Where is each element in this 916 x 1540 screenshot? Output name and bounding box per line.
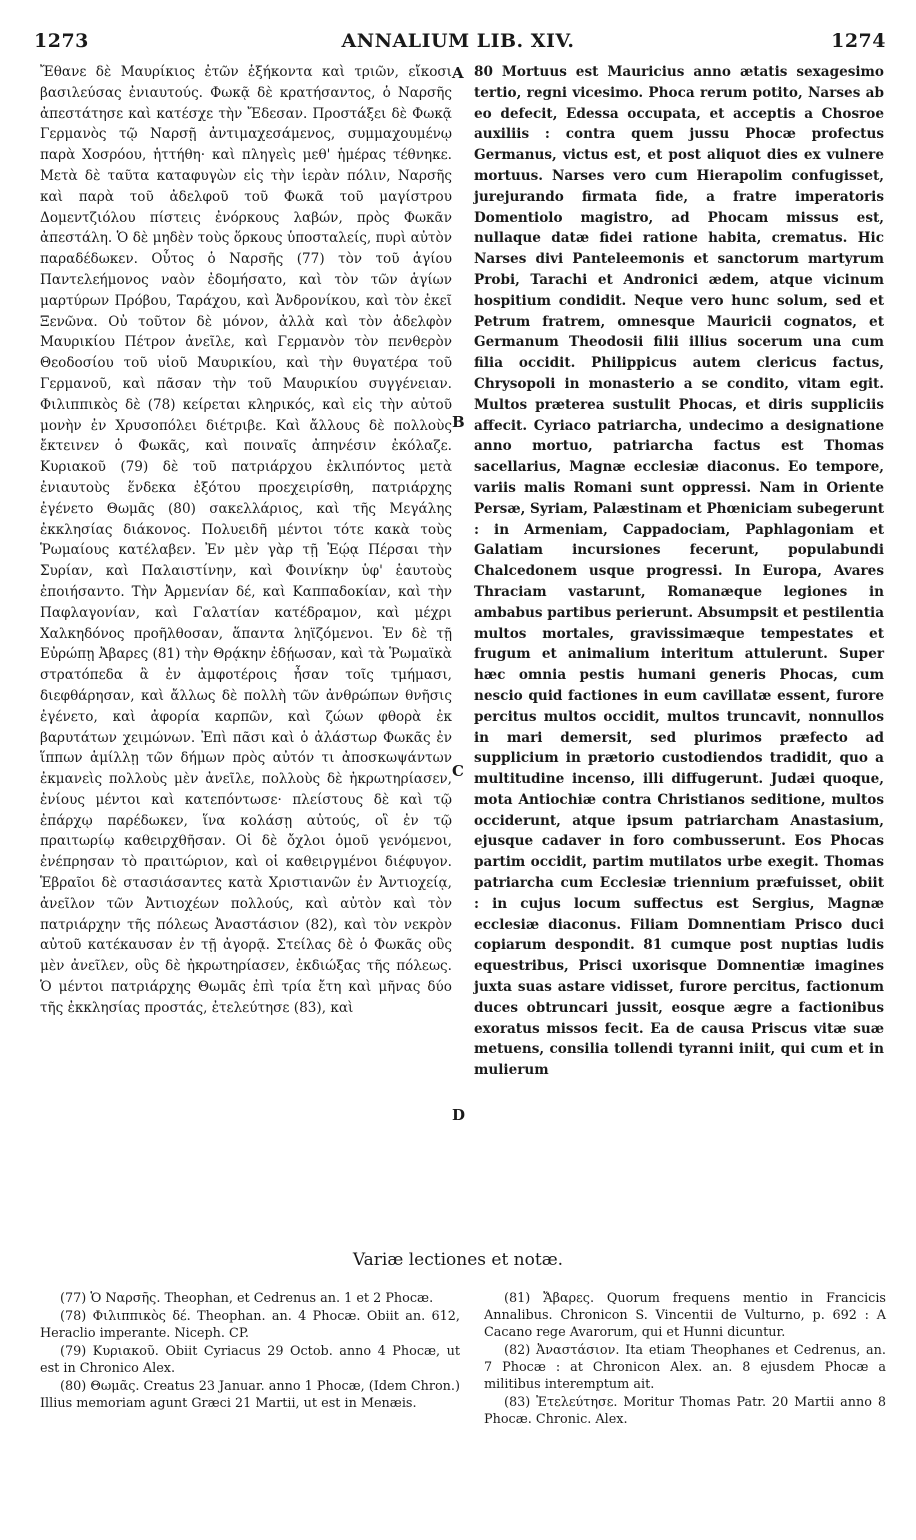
note-79: (79) Κυριακοῦ. Obiit Cyriacus 29 Octob. anno 4 Phocæ, ut est in Chronico Alex.	[40, 1344, 460, 1376]
greek-column	[40, 62, 452, 1019]
notes-title: Variæ lectiones et notæ.	[352, 1250, 564, 1270]
margin-mark-a: A	[452, 64, 464, 82]
note-81: (81) Ἄβαρες. Quorum frequens mentio in Francicis Annalibus. Chronicon S. Vincentii de Vulturno, p. 692 : A Cacano rege Avarorum, qui et Hunni dicuntur.	[484, 1291, 886, 1340]
margin-mark-b: B	[452, 413, 465, 431]
note-77: (77) Ὁ Ναρσῆς. Theophan, et Cedrenus an. 1 et 2 Phocæ.	[60, 1291, 434, 1306]
running-title: ANNALIUM LIB. XIV.	[341, 30, 575, 52]
notes-left-column	[40, 1290, 460, 1413]
page-number-right: 1274	[831, 30, 886, 52]
notes-right-column	[484, 1290, 886, 1429]
note-80: (80) Θωμᾶς. Creatus 23 Januar. anno 1 Phocæ, (Idem Chron.) Illius memoriam agunt Græci 21 Martii, ut est in Menæis.	[40, 1379, 460, 1411]
latin-text: 80 Mortuus est Mauricius anno ætatis sexagesimo tertio, regni vicesimo. Phoca rerum potito, Narses ab eo defecit, Edessa occupata, et acceptis a Chosroe auxiliis : contra quem jussu Phocæ profectus Germanus, victus est, et post aliquot dies ex vulnere mortuus. Narses vero cum Hierapolim confugisset, jurejurando firmata fide, a fratre imperatoris Domentiolo magistro, ad Phocam missus est, nullaque datæ fidei ratione habita, crematus. Hic Narses divi Panteleemonis et sanctorum martyrum Probi, Tarachi et Andronici ædem, atque vicinum hospitium condidit. Neque vero hunc solum, sed et Petrum fratrem, omnesque Mauricii cognatos, et Germanum Theodosii filii illius socerum una cum filia occidit. Philippicus autem clericus factus, Chrysopoli in monasterio a se condito, vitam egit. Multos præterea sustulit Phocas, et diris suppliciis affecit. Cyriaco patriarcha, undecimo a designatione anno mortuo, patriarcha factus est Thomas sacellarius, Magnæ ecclesiæ diaconus. Eo tempore, variis malis Romani sunt oppressi. Nam in Oriente Persæ, Syriam, Palæstinam et Phœniciam subegerunt : in Armeniam, Cappadociam, Paphlagoniam et Galatiam incursiones fecerunt, populabundi Chalcedonem usque progressi. In Europa, Avares Thraciam vastarunt, Romanæque legiones in ambabus partibus perierunt. Absumpsit et pestilentia multos mortales, gravissimæque tempestates et frugum et animalium interitum attulerunt. Super hæc omnia pestis humani generis Phocas, cum nescio quid factiones in eum cavillatæ essent, furore percitus multos occidit, multos truncavit, nonnullos in mari demersit, sed plurimos præfecto ad supplicium in prætorio custodiendos tradidit, quo a multitudine incenso, illi diffugerunt. Judæi quoque, mota Antiochiæ contra Christianos seditione, multos occiderunt, atque ipsum patriarcham Anastasium, ejusque cadaver in foro combusserunt. Eos Phocas partim occidit, partim mutilatos urbe exegit. Thomas patriarcha cum Ecclesiæ triennium præfuisset, obiit : in cujus locum suffectus est Sergius, Magnæ ecclesiæ diaconus. Filiam Domnentiam Prisco duci copiarum despondit. 81 cumque post nuptias ludis equestribus, Prisci uxorisque Domnentiæ imagines juxta suas astare vidisset, furore percitus, factionum duces obtruncari jussit, eosque ægre a factionibus exoratus missos fecit. Ea de causa Priscus vitæ suæ metuens, consilia tollendi tyranni iniit, qui cum et in mulierum	[474, 64, 884, 1079]
note-78: (78) Φιλιππικὸς δέ. Theophan. an. 4 Phocæ. Obiit an. 612, Heraclio imperante. Niceph. CP.	[40, 1309, 460, 1341]
page-number-left: 1273	[34, 30, 89, 52]
latin-column	[474, 62, 884, 1081]
margin-mark-d: D	[452, 1106, 466, 1124]
note-83: (83) Ἐτελεύτησε. Moritur Thomas Patr. 20 Martii anno 8 Phocæ. Chronic. Alex.	[484, 1395, 886, 1427]
margin-mark-c: C	[452, 762, 464, 780]
greek-text: Ἔθανε δὲ Μαυρίκιος ἐτῶν ἑξήκοντα καὶ τριῶν, εἴκοσι βασιλεύσας ἐνιαυτούς. Φωκᾷ δὲ κρατήσαντος, ὁ Ναρσῆς ἀπεστάτησε καὶ κατέσχε τὴν Ἔδεσαν. Προστάξει δὲ Φωκᾷ Γερμανὸς τῷ Ναρσῇ ἀντιμαχεσάμενος, συμμαχουμένῳ παρὰ Χοσρόου, ἡττήθη· καὶ πληγεὶς μεθ' ἡμέρας τέθνηκε. Μετὰ δὲ ταῦτα καταφυγὼν εἰς τὴν ἱερὰν πόλιν, Ναρσῆς καὶ παρὰ τοῦ ἀδελφοῦ τοῦ Φωκᾶ τοῦ μαγίστρου Δομεντζιόλου πίστεις ἐνόρκους λαβών, πρὸς Φωκᾶν ἀπεστάλη. Ὁ δὲ μηδὲν τοὺς ὅρκους ὑποσταλείς, πυρὶ αὐτὸν παραδέδωκεν. Οὗτος ὁ Ναρσῆς (77) τὸν τοῦ ἁγίου Παντελεήμονος ναὸν ἐδομήσατο, καὶ τὸν τῶν ἁγίων μαρτύρων Πρόβου, Ταράχου, καὶ Ἀνδρονίκου, καὶ τὸν ἐκεῖ Ξενῶνα. Οὐ τοῦτον δὲ μόνον, ἀλλὰ καὶ τὸν ἀδελφὸν Μαυρικίου Πέτρον ἀνεῖλε, καὶ Γερμανὸν τὸν πενθερὸν Θεοδοσίου τοῦ υἱοῦ Μαυρικίου, καὶ τὴν θυγατέρα τοῦ Γερμανοῦ, καὶ πᾶσαν τὴν τοῦ Μαυρικίου συγγένειαν. Φιλιππικὸς δὲ (78) κείρεται κληρικός, καὶ εἰς τὴν αὐτοῦ μονὴν ἐν Χρυσοπόλει διέτριβε. Καὶ ἄλλους δὲ πολλοὺς ἔκτεινεν ὁ Φωκᾶς, καὶ ποιναῖς ἀπηνέσιν ἐκόλαζε. Κυριακοῦ (79) δὲ τοῦ πατριάρχου ἐκλιπόντος μετὰ ἐνιαυτοὺς ἕνδεκα ἐξότου προεχειρίσθη, πατριάρχης ἐγένετο Θωμᾶς (80) σακελλάριος, καὶ τῆς Μεγάλης ἐκκλησίας διάκονος. Πολυειδῆ μέντοι τότε κακὰ τοὺς Ῥωμαίους κατέλαβεν. Ἐν μὲν γὰρ τῇ Ἑῴᾳ Πέρσαι τὴν Συρίαν, καὶ Παλαιστίνην, καὶ Φοινίκην ὑφ' ἑαυτοὺς ἐποιήσαντο. Τὴν Ἀρμενίαν δέ, καὶ Καππαδοκίαν, καὶ τὴν Παφλαγονίαν, καὶ Γαλατίαν κατέδραμον, καὶ μέχρι Χαλκηδόνος προῆλθοσαν, ἅπαντα ληϊζόμενοι. Ἐν δὲ τῇ Εὐρώπῃ Ἀβαρες (81) τὴν Θρᾴκην ἐδῄωσαν, καὶ τὰ Ῥωμαϊκὰ στρατόπεδα ἃ ἐν ἀμφοτέροις ἦσαν τοῖς τμήμασι, διεφθάρησαν, καὶ ἄλλως δὲ πολλὴ τῶν ἀνθρώπων θνῆσις ἐγένετο, καὶ ἀφορία καρπῶν, καὶ ζώων φθορὰ ἐκ βαρυτάτων χειμώνων. Ἐπὶ πᾶσι καὶ ὁ ἀλάστωρ Φωκᾶς ἐν ἵππων ἁμίλλῃ τῶν δήμων πρὸς αὐτόν τι ἀποσκωψάντων ἐκμανεὶς πολλοὺς μὲν ἀνεῖλε, πολλοὺς δὲ ἠκρωτηρίασεν, ἐνίους μέντοι καὶ κατεπόντωσε· πλείστους δὲ καὶ τῷ ἐπάρχῳ παρέδωκεν, ἵνα κολάσῃ αὐτούς, οἳ ἐν τῷ πραιτωρίῳ καθειρχθῆσαν. Οἱ δὲ ὄχλοι ὁμοῦ γενόμενοι, ἐνέπρησαν τὸ πραιτώριον, καὶ οἱ καθειργμένοι διέφυγον. Ἑβραῖοι δὲ στασιάσαντες κατὰ Χριστιανῶν ἐν Ἀντιοχείᾳ, ἀνεῖλον τῶν Ἀντιοχέων πολλούς, καὶ αὐτὸν καὶ τὸν πατριάρχην τῆς πόλεως Ἀναστάσιον (82), καὶ τὸν νεκρὸν αὐτοῦ κατέκαυσαν ἐν τῇ ἀγορᾷ. Στείλας δὲ ὁ Φωκᾶς οὓς μὲν ἀνεῖλεν, οὓς δὲ ἠκρωτηρίασεν, ἐκδιώξας τῆς πόλεως. Ὁ μέντοι πατριάρχης Θωμᾶς ἐπὶ τρία ἔτη καὶ μῆνας δύο τῆς ἐκκλησίας προστάς, ἐτελεύτησε (83), καὶ	[40, 64, 452, 1016]
note-82: (82) Ἀναστάσιον. Ita etiam Theophanes et Cedrenus, an. 7 Phocæ : at Chronicon Alex. an. 8 ejusdem Phocæ a militibus interemptum ait.	[484, 1343, 886, 1392]
